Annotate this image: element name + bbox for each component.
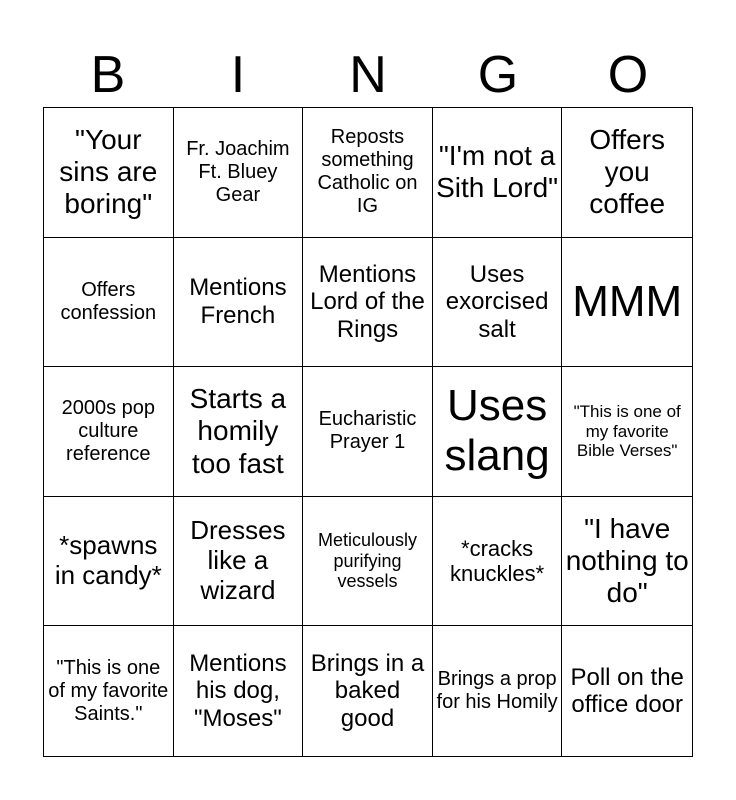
bingo-cell[interactable]: "Your sins are boring" [44, 108, 174, 238]
bingo-cell[interactable]: Reposts something Catholic on IG [303, 108, 433, 238]
bingo-cell[interactable]: "I'm not a Sith Lord" [433, 108, 563, 238]
bingo-cell[interactable]: Mentions his dog, "Moses" [174, 626, 304, 756]
bingo-cell[interactable]: Fr. Joachim Ft. Bluey Gear [174, 108, 304, 238]
bingo-cell[interactable]: Brings a prop for his Homily [433, 626, 563, 756]
bingo-cell[interactable]: Mentions Lord of the Rings [303, 238, 433, 368]
header-letter-i: I [230, 46, 246, 104]
bingo-cell[interactable]: Uses exorcised salt [433, 238, 563, 368]
bingo-cell[interactable]: *cracks knuckles* [433, 497, 563, 627]
bingo-cell[interactable]: Poll on the office door [570, 663, 684, 719]
bingo-cell[interactable]: Dresses like a wizard [174, 497, 304, 627]
bingo-cell[interactable]: Mentions French [174, 238, 304, 368]
bingo-cell[interactable]: Uses slang [433, 367, 563, 497]
bingo-cell[interactable]: Offers confession [44, 238, 174, 368]
header-letter-b: B [90, 46, 126, 104]
header-letter-o: O [607, 46, 649, 104]
bingo-cell[interactable]: Offers you coffee [562, 108, 692, 238]
bingo-cell[interactable]: *spawns in candy* [44, 497, 174, 627]
bingo-cell[interactable]: "This is one of my favorite Bible Verses" [562, 367, 692, 497]
bingo-grid [43, 107, 693, 757]
bingo-cell[interactable]: Brings in a baked good [303, 626, 433, 756]
bingo-header [43, 44, 693, 106]
bingo-cell[interactable]: Meticulously purifying vessels [303, 497, 433, 627]
header-letter-n: N [349, 46, 387, 104]
header-letter-g: G [477, 46, 519, 104]
bingo-cell[interactable]: MMM [562, 238, 692, 368]
bingo-cell[interactable]: "I have nothing to do" [562, 497, 692, 627]
bingo-cell[interactable]: Starts a homily too fast [174, 367, 304, 497]
bingo-cell[interactable]: 2000s pop culture reference [44, 367, 174, 497]
bingo-cell[interactable]: Eucharistic Prayer 1 [303, 367, 433, 497]
bingo-cell[interactable]: "This is one of my favorite Saints." [44, 626, 174, 756]
